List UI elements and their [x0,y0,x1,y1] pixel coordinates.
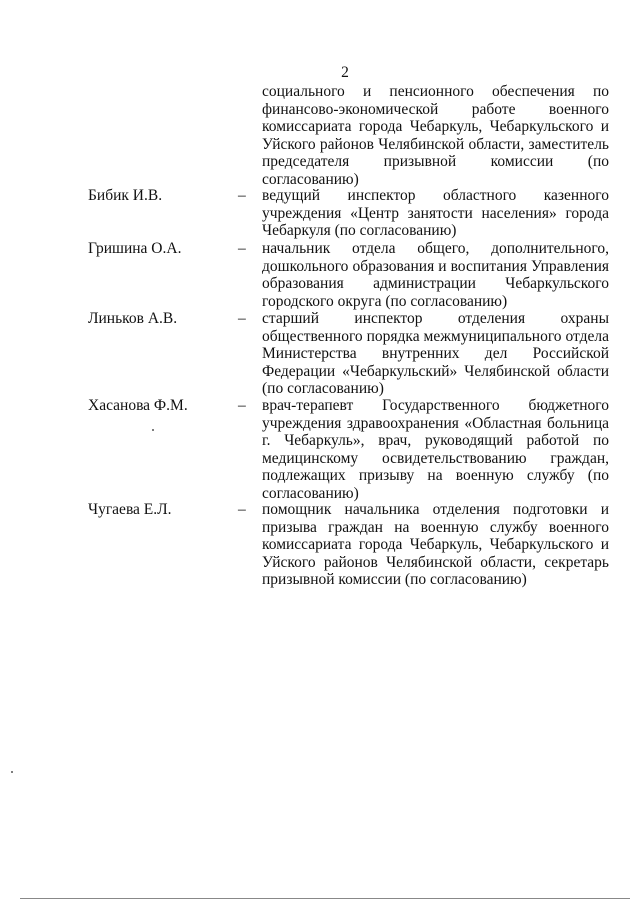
member-dash: – [238,501,246,518]
member-description: начальник отдела общего, дополнительного, дошкольного образования и воспитания Управления образования администрации Чебаркульского городского округа (по согласованию) [262,240,609,310]
member-row [88,501,609,589]
member-row [88,397,609,502]
member-name: Хасанова Ф.М. [88,397,188,414]
member-dash: – [238,310,246,327]
member-row [88,240,609,310]
member-row [88,187,609,240]
scan-speck [152,429,154,431]
page-bottom-edge [20,898,630,899]
member-description: старший инспектор отделения охраны общественного порядка межмуниципального отдела Министерства внутренних дел Российской Федерации «Чебаркульский» Челябинской области (по согласованию) [262,310,609,397]
member-dash: – [238,240,246,257]
scan-speck [11,771,13,773]
member-name: Гришина О.А. [88,240,182,257]
member-row [88,310,609,398]
member-name: Чугаева Е.Л. [88,501,172,518]
member-name: Бибик И.В. [88,187,163,204]
member-name: Линьков А.В. [88,310,178,327]
page-number: 2 [341,64,349,81]
member-description: помощник начальника отделения подготовки и призыва граждан на военную службу военного комиссариата города Чебаркуль, Чебаркульского и Уйского районов Челябинской области, секретарь призывной комиссии (по согласованию) [262,501,609,588]
member-description: врач-терапевт Государственного бюджетного учреждения здравоохранения «Областная больница г. Чебаркуль», врач, руководящий работой по медицинскому освидетельствованию граждан, подлежащих призыву на военную службу (по согласованию) [262,397,609,502]
member-description: ведущий инспектор областного казенного учреждения «Центр занятости населения» города Чебаркуля (по согласованию) [262,187,609,239]
member-dash: – [238,397,246,414]
continuation-text: социального и пенсионного обеспечения по финансово-экономической работе военного комиссариата города Чебаркуль, Чебаркульского и Уйского районов Челябинской области, заместитель председателя призывной комиссии (по согласованию) [262,83,609,188]
member-dash: – [238,187,246,204]
